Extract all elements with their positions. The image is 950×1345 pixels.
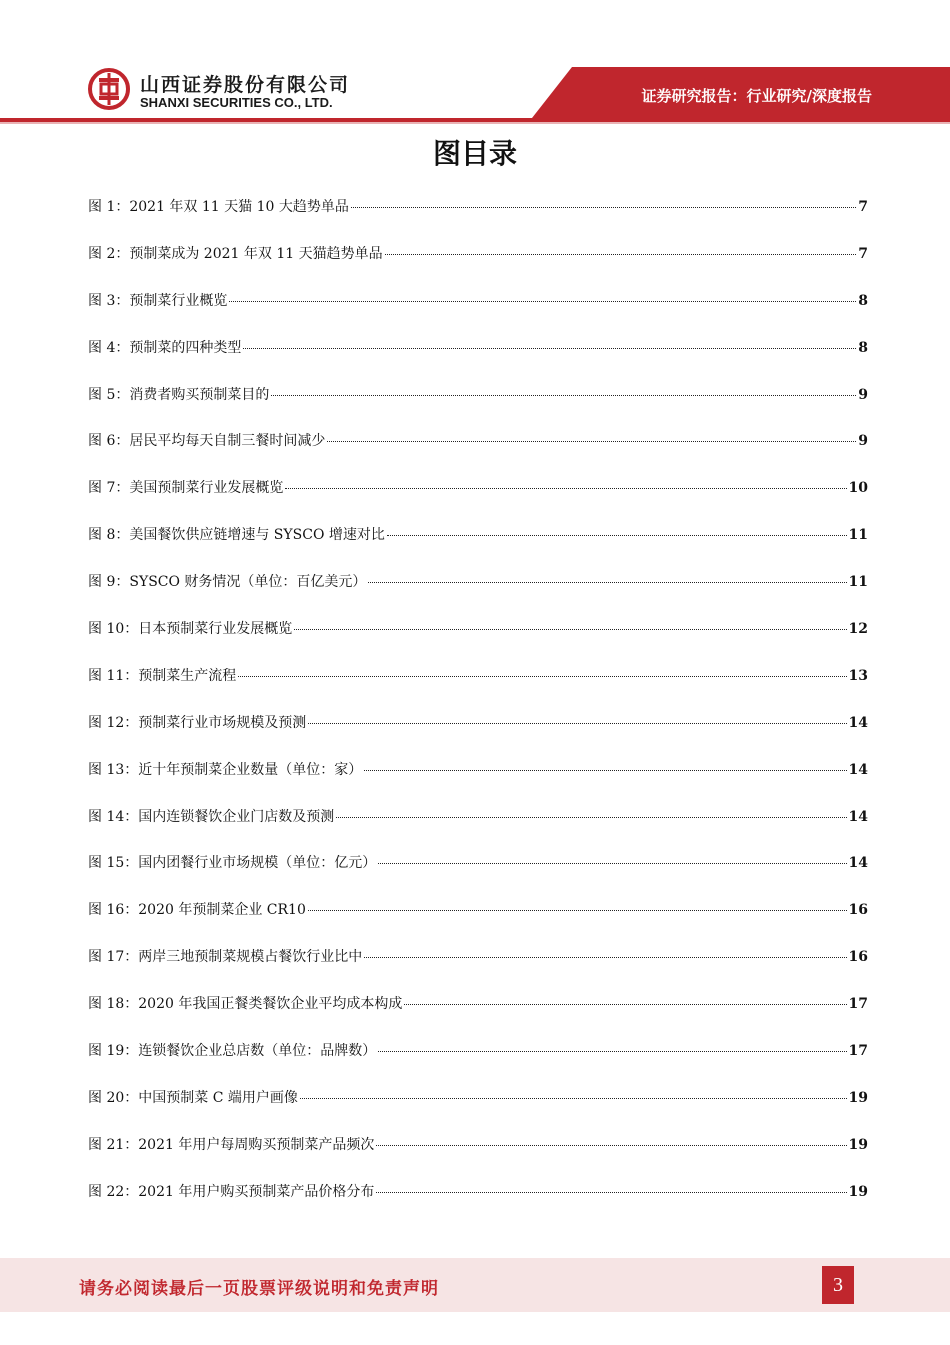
toc-dot-leader <box>308 723 846 724</box>
toc-dot-leader <box>368 582 846 583</box>
toc-entry-label: 图 20：中国预制菜 C 端用户画像 <box>88 1089 298 1106</box>
toc-dot-leader <box>364 770 846 771</box>
toc-entry-page: 16 <box>848 949 868 966</box>
toc-dot-leader <box>243 348 856 349</box>
toc-dot-leader <box>229 301 856 302</box>
page-number: 3 <box>822 1266 854 1304</box>
toc-entry[interactable] <box>88 993 868 1040</box>
toc-dot-leader <box>385 254 857 255</box>
toc-entry-label: 图 3：预制菜行业概览 <box>88 292 228 309</box>
report-type-label: 证券研究报告：行业研究/深度报告 <box>641 87 872 105</box>
company-name-cn: 山西证券股份有限公司 <box>140 74 351 96</box>
page-header <box>0 0 950 130</box>
toc-dot-leader <box>300 1098 847 1099</box>
toc-entry-page: 17 <box>848 996 868 1013</box>
toc-entry[interactable] <box>88 1040 868 1087</box>
toc-entry[interactable] <box>88 524 868 571</box>
toc-dot-leader <box>378 863 846 864</box>
toc-entry-label: 图 21：2021 年用户每周购买预制菜产品频次 <box>88 1136 375 1153</box>
toc-entry[interactable] <box>88 384 868 431</box>
toc-entry[interactable] <box>88 759 868 806</box>
toc-dot-leader <box>238 676 846 677</box>
toc-entry-page: 9 <box>858 433 868 450</box>
toc-dot-leader <box>285 488 846 489</box>
toc-dot-leader <box>404 1004 846 1005</box>
toc-entry-page: 9 <box>858 386 868 403</box>
toc-entry-label: 图 2：预制菜成为 2021 年双 11 天猫趋势单品 <box>88 245 383 262</box>
toc-entry-label: 图 16：2020 年预制菜企业 CR10 <box>88 902 306 919</box>
toc-entry-page: 19 <box>848 1136 868 1153</box>
toc-entry-page: 8 <box>858 339 868 356</box>
toc-dot-leader <box>271 395 856 396</box>
toc-dot-leader <box>308 910 847 911</box>
toc-entry[interactable] <box>88 571 868 618</box>
toc-entry[interactable] <box>88 946 868 993</box>
toc-entry[interactable] <box>88 712 868 759</box>
page-title: 图目录 <box>432 137 517 170</box>
toc-entry-label: 图 14：国内连锁餐饮企业门店数及预测 <box>88 808 335 825</box>
disclaimer-text: 请务必阅读最后一页股票评级说明和免责声明 <box>79 1279 439 1299</box>
toc-entry-page: 13 <box>848 667 868 684</box>
toc-entry-page: 16 <box>848 902 868 919</box>
toc-entry[interactable] <box>88 1181 868 1228</box>
toc-entry-label: 图 13：近十年预制菜企业数量（单位：家） <box>88 761 363 778</box>
toc-dot-leader <box>336 817 846 818</box>
toc-entry-page: 19 <box>848 1089 868 1106</box>
header-banner <box>0 0 950 130</box>
toc-entry-page: 14 <box>848 808 868 825</box>
toc-entry[interactable] <box>88 852 868 899</box>
toc-entry[interactable] <box>88 1134 868 1181</box>
toc-entry-page: 11 <box>848 574 868 591</box>
toc-entry-label: 图 1：2021 年双 11 天猫 10 大趋势单品 <box>88 199 349 215</box>
toc-entry[interactable] <box>88 243 868 290</box>
toc-entry[interactable] <box>88 1087 868 1134</box>
toc-entry-page: 14 <box>848 855 868 872</box>
toc-entry-label: 图 18：2020 年我国正餐类餐饮企业平均成本构成 <box>88 996 403 1013</box>
toc-entry[interactable] <box>88 899 868 946</box>
toc-entry-label: 图 19：连锁餐饮企业总店数（单位：品牌数） <box>88 1043 377 1060</box>
toc-dot-leader <box>351 207 856 208</box>
toc-entry-label: 图 8：美国餐饮供应链增速与 SYSCO 增速对比 <box>88 527 385 544</box>
page-footer <box>0 1258 950 1312</box>
toc-entry[interactable] <box>88 290 868 337</box>
toc-entry[interactable] <box>88 665 868 712</box>
toc-dot-leader <box>378 1051 846 1052</box>
toc-entry-page: 10 <box>848 480 868 497</box>
toc-entry[interactable] <box>88 337 868 384</box>
toc-entry-label: 图 22：2021 年用户购买预制菜产品价格分布 <box>88 1183 375 1200</box>
toc-entry-page: 12 <box>848 621 868 638</box>
toc-entry-label: 图 10：日本预制菜行业发展概览 <box>88 621 293 638</box>
toc-dot-leader <box>387 535 847 536</box>
toc-entry[interactable] <box>88 196 868 243</box>
toc-dot-leader <box>364 957 846 958</box>
toc-entry-page: 19 <box>848 1183 868 1200</box>
toc-entry-label: 图 17：两岸三地预制菜规模占餐饮行业比中 <box>88 949 363 966</box>
toc-entry[interactable] <box>88 430 868 477</box>
toc-dot-leader <box>294 629 846 630</box>
toc-entry[interactable] <box>88 806 868 853</box>
toc-entry-label: 图 9：SYSCO 财务情况（单位：百亿美元） <box>88 574 367 591</box>
toc-entry-page: 14 <box>848 761 868 778</box>
toc-entry-label: 图 15：国内团餐行业市场规模（单位：亿元） <box>88 855 377 872</box>
toc-entry-label: 图 5：消费者购买预制菜目的 <box>88 386 270 403</box>
company-name-en: SHANXI SECURITIES CO., LTD. <box>140 95 333 110</box>
toc-entry-label: 图 11：预制菜生产流程 <box>88 667 237 684</box>
toc-dot-leader <box>327 441 856 442</box>
toc-entry-page: 7 <box>858 245 868 262</box>
toc-entry[interactable] <box>88 477 868 524</box>
toc-dot-leader <box>376 1192 846 1193</box>
toc-dot-leader <box>376 1145 846 1146</box>
toc-entry-page: 7 <box>858 199 868 215</box>
toc-entry-label: 图 6：居民平均每天自制三餐时间减少 <box>88 433 326 450</box>
toc-entry-page: 11 <box>848 527 868 544</box>
figure-toc-list <box>88 196 868 1228</box>
toc-entry-page: 17 <box>848 1043 868 1060</box>
toc-entry-label: 图 7：美国预制菜行业发展概览 <box>88 480 284 497</box>
toc-entry-page: 14 <box>848 714 868 731</box>
toc-entry-label: 图 12：预制菜行业市场规模及预测 <box>88 714 307 731</box>
toc-entry-page: 8 <box>858 292 868 309</box>
toc-entry-label: 图 4：预制菜的四种类型 <box>88 339 242 356</box>
toc-entry[interactable] <box>88 618 868 665</box>
shanxi-securities-logo-icon <box>88 68 130 110</box>
